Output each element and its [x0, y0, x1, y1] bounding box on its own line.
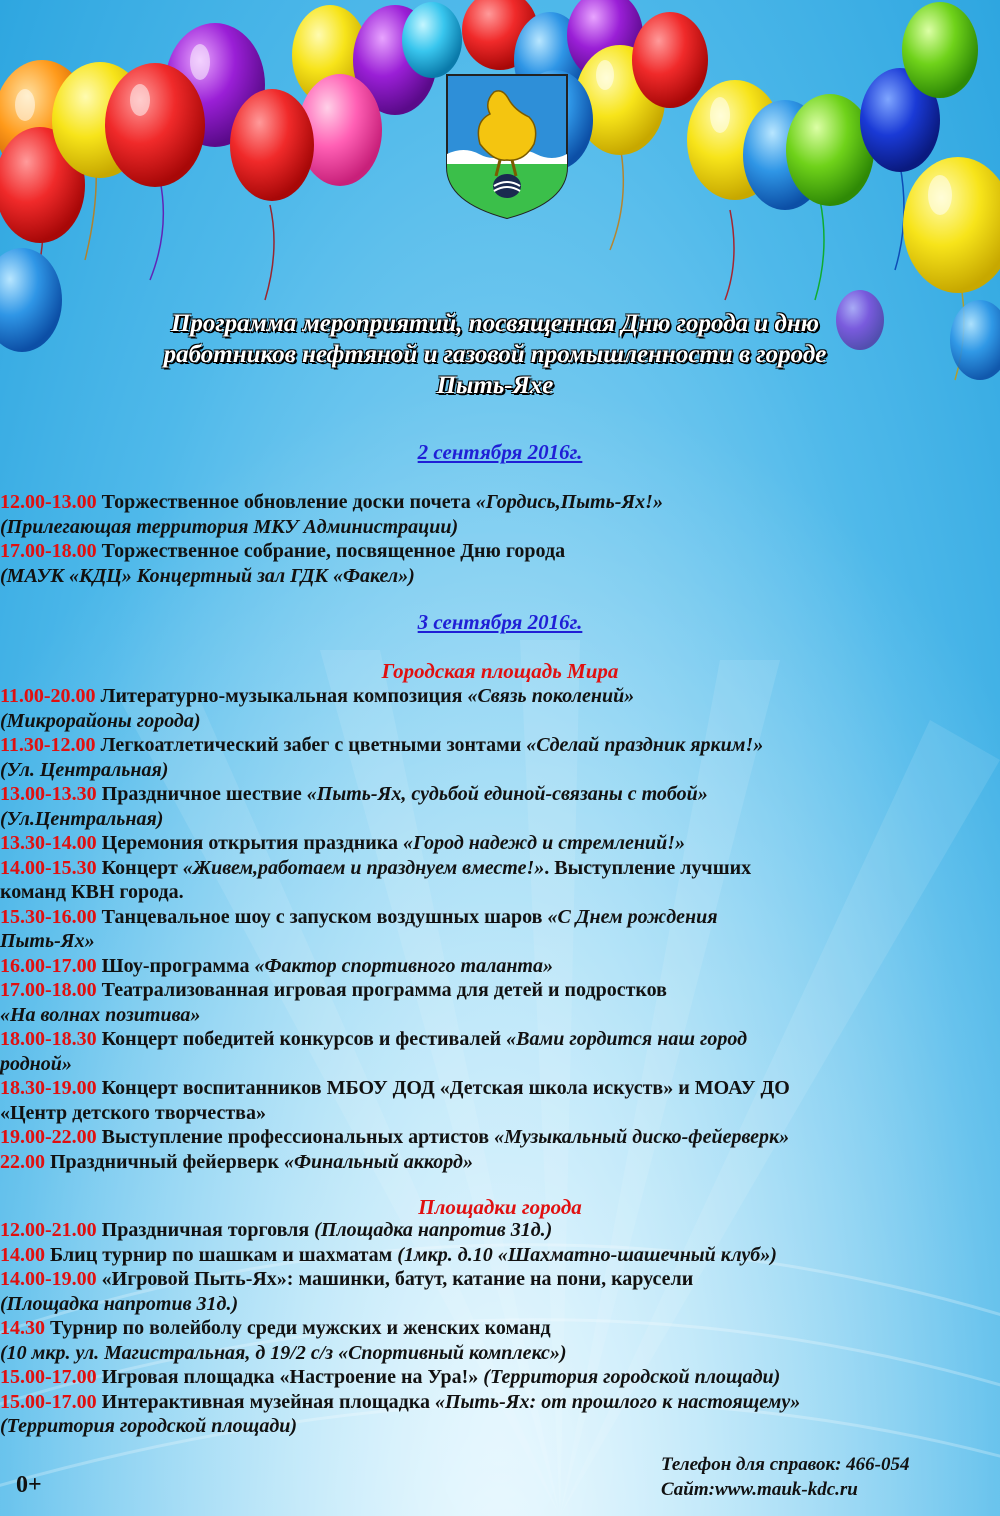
event-quote: «Связь поколений»: [467, 685, 635, 707]
event-title: Праздничная торговля: [96, 1219, 315, 1241]
event-time: 22.00: [0, 1150, 45, 1173]
city-emblem-logo: [444, 72, 570, 220]
event-title: Торжественное собрание, посвященное Дню города: [96, 540, 566, 562]
date-heading-2: 3 сентября 2016г.: [417, 610, 583, 634]
schedule-line: [0, 880, 995, 905]
event-time: 13.00-13.30: [0, 783, 97, 805]
event-time: 19.00-22.00: [0, 1126, 97, 1148]
page-title: [60, 308, 930, 401]
event-title: Праздничное шествие: [96, 783, 307, 805]
schedule-line: [0, 709, 995, 734]
event-title: Блиц турнир по шашкам и шахматам: [45, 1243, 398, 1266]
schedule-line: [0, 831, 995, 856]
schedule-line: [0, 978, 995, 1003]
event-tail: . Выступление лучших: [544, 856, 752, 879]
event-quote: (Прилегающая территория МКУ Администрации): [0, 515, 459, 538]
event-quote: «С Днем рождения: [547, 905, 718, 928]
schedule-line: [0, 1101, 995, 1126]
schedule-line: [0, 1003, 995, 1028]
event-time: 13.30-14.00: [0, 832, 97, 854]
schedule-line: [0, 1218, 995, 1243]
event-quote: (Ул. Центральная): [0, 758, 169, 781]
schedule-line: [0, 564, 995, 589]
event-quote: «Гордись,Пыть-Ях!»: [475, 491, 663, 513]
event-quote: «Город надежд и стремлений!»: [403, 832, 686, 854]
event-title: Церемония открытия праздника: [96, 832, 404, 854]
event-title: Праздничный фейерверк: [45, 1150, 285, 1173]
schedule-line: [0, 1341, 995, 1366]
schedule-line: [0, 1365, 995, 1390]
event-time: 15.30-16.00: [0, 905, 97, 928]
day2-square-schedule: [0, 684, 995, 1174]
event-quote: (Территория городской площади): [0, 1415, 298, 1437]
event-time: 14.00-15.30: [0, 856, 97, 879]
event-time: 14.00: [0, 1243, 45, 1266]
schedule-line: [0, 1390, 995, 1415]
schedule-line: [0, 1027, 995, 1052]
schedule-line: [0, 1267, 995, 1292]
event-quote: (Территория городской площади): [483, 1366, 781, 1388]
schedule-line: [0, 782, 995, 807]
event-quote: (10 мкр. ул. Магистральная, д 19/2 с/з «Спортивный комплекс»): [0, 1341, 567, 1364]
day2-city-schedule: [0, 1218, 995, 1439]
website-link[interactable]: Сайт:www.mauk-kdc.ru: [661, 1479, 858, 1500]
event-quote: «На волнах позитива»: [0, 1003, 201, 1026]
schedule-line: [0, 1076, 995, 1101]
event-quote: «Сделай праздник ярким!»: [526, 734, 764, 756]
schedule-line: [0, 539, 995, 564]
schedule-line: [0, 515, 995, 540]
date-heading-1: 2 сентября 2016г.: [417, 440, 583, 464]
event-quote: «Пыть-Ях, судьбой единой-связаны с тобой»: [306, 783, 708, 805]
event-quote: родной»: [0, 1052, 72, 1075]
event-title: Торжественное обновление доски почета: [96, 491, 476, 513]
event-title: Шоу-программа: [96, 954, 255, 977]
title-line-3: Пыть-Яхе: [436, 372, 554, 399]
event-time: 12.00-21.00: [0, 1219, 97, 1241]
event-title: «Центр детского творчества»: [0, 1101, 266, 1124]
schedule-line: [0, 758, 995, 783]
event-title: Театрализованная игровая программа для детей и подростков: [96, 979, 667, 1001]
event-time: 11.00-20.00: [0, 685, 96, 707]
schedule-line: [0, 905, 995, 930]
event-time: 12.00-13.00: [0, 491, 97, 513]
event-title: Концерт победитей конкурсов и фестивалей: [96, 1028, 507, 1050]
event-title: «Игровой Пыть-Ях»: машинки, батут, катание на пони, карусели: [96, 1268, 694, 1290]
schedule-line: [0, 1414, 995, 1439]
event-time: 11.30-12.00: [0, 734, 96, 756]
schedule-line: [0, 954, 995, 979]
event-title: Интерактивная музейная площадка: [96, 1390, 435, 1413]
event-quote: Пыть-Ях»: [0, 930, 95, 952]
schedule-line: [0, 856, 995, 881]
day1-schedule: [0, 490, 995, 588]
event-title: Танцевальное шоу с запуском воздушных шаров: [96, 905, 548, 928]
venue-heading-city: Площадки города: [418, 1195, 582, 1219]
event-quote: (1мкр. д.10 «Шахматно-шашечный клуб»): [397, 1243, 777, 1266]
event-quote: «Пыть-Ях: от прошлого к настоящему»: [434, 1390, 801, 1413]
event-quote: (Ул.Центральная): [0, 807, 164, 830]
event-title: Выступление профессиональных артистов: [96, 1126, 495, 1148]
venue-heading-square: Городская площадь Мира: [381, 659, 619, 683]
event-title: Турнир по волейболу среди мужских и женских команд: [45, 1317, 551, 1339]
schedule-line: [0, 1316, 995, 1341]
contacts: [661, 1452, 909, 1502]
event-quote: «Живем,работаем и празднуем вместе!»: [182, 856, 545, 879]
event-title: Легкоатлетический забег с цветными зонтами: [95, 734, 527, 756]
schedule-line: [0, 490, 995, 515]
schedule-line: [0, 1243, 995, 1268]
age-rating: 0+: [16, 1472, 42, 1498]
title-line-1: Программа мероприятий, посвященная Дню города и дню: [170, 310, 820, 337]
event-title: Игровая площадка «Настроение на Ура!»: [96, 1366, 484, 1388]
schedule-line: [0, 807, 995, 832]
schedule-line: [0, 1150, 995, 1175]
event-title: Литературно-музыкальная композиция: [95, 685, 468, 707]
event-quote: «Вами гордится наш город: [506, 1028, 748, 1050]
event-quote: (Микрорайоны города): [0, 709, 201, 732]
event-time: 16.00-17.00: [0, 954, 97, 977]
schedule-line: [0, 929, 995, 954]
schedule-line: [0, 1125, 995, 1150]
phone-text: Телефон для справок: 466-054: [661, 1454, 910, 1475]
event-quote: «Финальный аккорд»: [284, 1150, 473, 1173]
schedule-line: [0, 684, 995, 709]
event-time: 14.00-19.00: [0, 1268, 97, 1290]
event-time: 18.00-18.30: [0, 1028, 97, 1050]
title-line-2: работников нефтяной и газовой промышленности в городе: [163, 341, 827, 368]
event-time: 14.30: [0, 1317, 45, 1339]
event-time: 15.00-17.00: [0, 1390, 97, 1413]
event-title: команд КВН города.: [0, 881, 184, 903]
event-quote: (Площадка напротив 31д.): [314, 1219, 553, 1241]
event-quote: (Площадка напротив 31д.): [0, 1292, 239, 1315]
event-quote: «Музыкальный диско-фейерверк»: [494, 1126, 790, 1148]
event-quote: «Фактор спортивного таланта»: [254, 954, 553, 977]
schedule-line: [0, 1292, 995, 1317]
event-title: Концерт: [96, 856, 183, 879]
event-quote: (МАУК «КДЦ» Концертный зал ГДК «Факел»): [0, 564, 415, 587]
event-title: Концерт воспитанников МБОУ ДОД «Детская школа искуств» и МОАУ ДО: [96, 1077, 790, 1099]
event-time: 17.00-18.00: [0, 540, 97, 562]
event-time: 15.00-17.00: [0, 1366, 97, 1388]
event-time: 17.00-18.00: [0, 979, 97, 1001]
event-time: 18.30-19.00: [0, 1077, 97, 1099]
schedule-line: [0, 1052, 995, 1077]
schedule-line: [0, 733, 995, 758]
